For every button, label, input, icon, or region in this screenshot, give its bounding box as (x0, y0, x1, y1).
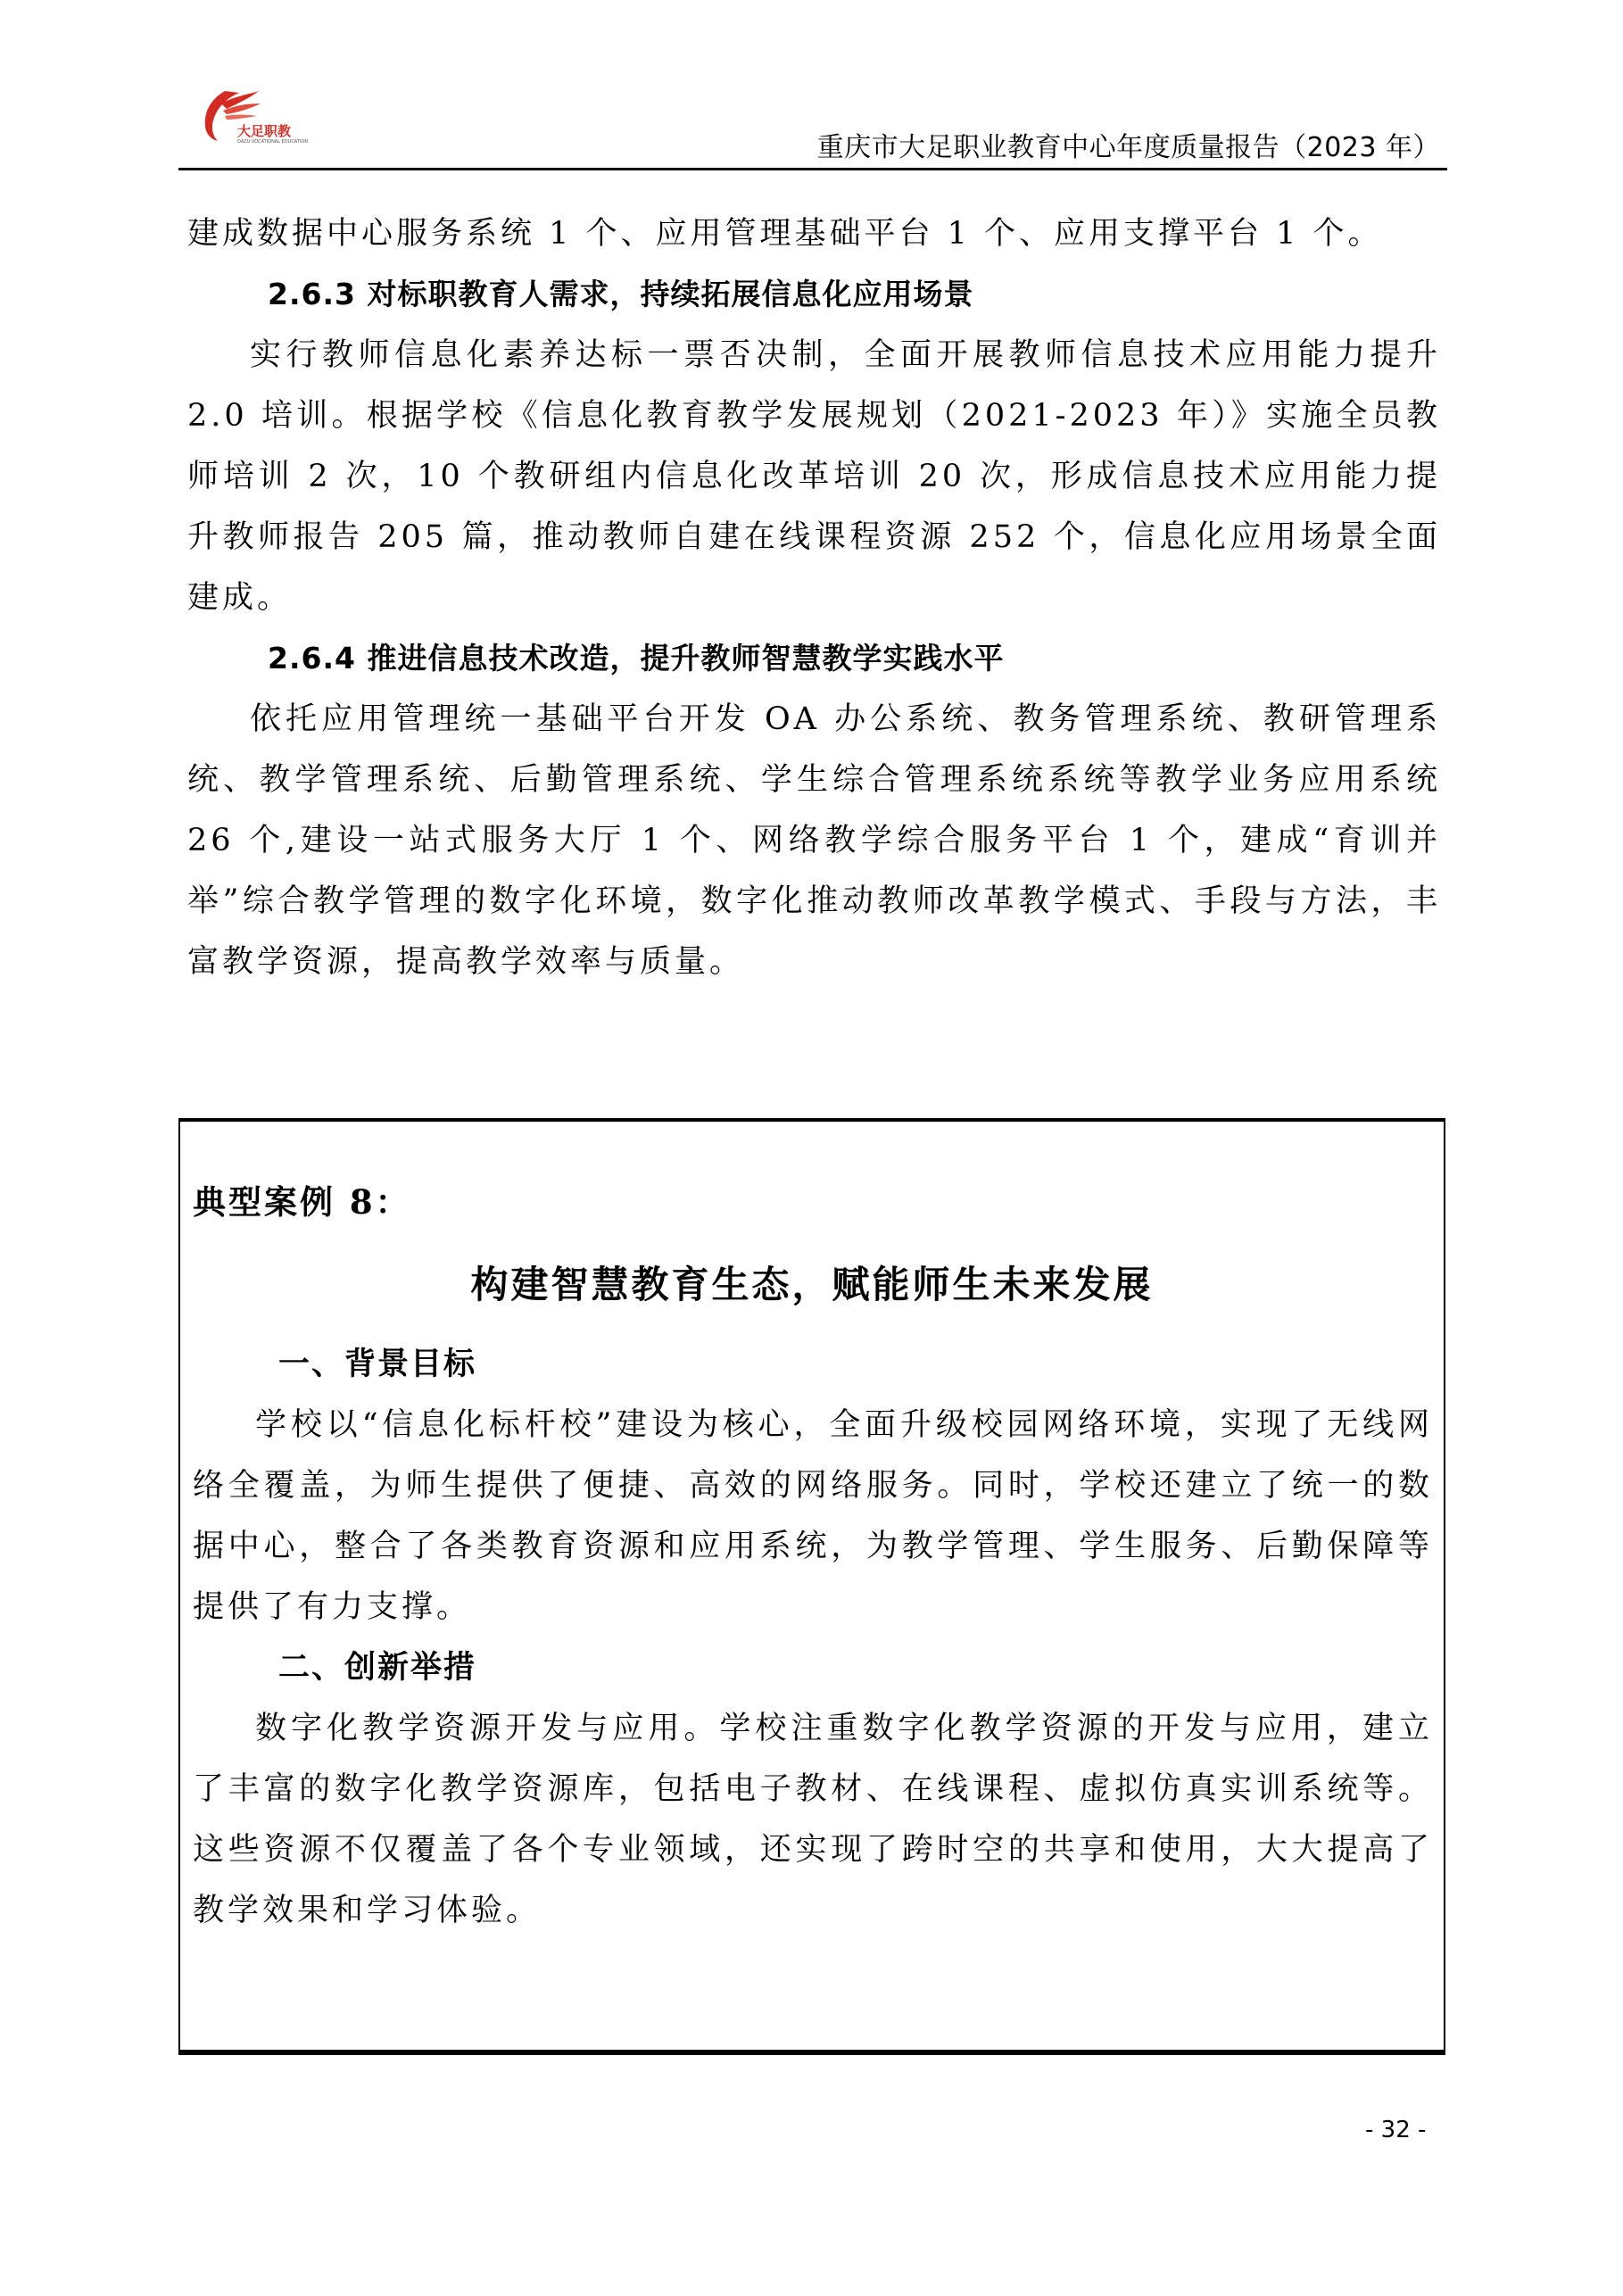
logo-text: 大足职教 (237, 123, 292, 139)
page-header (178, 71, 1447, 170)
case-study-body (193, 1334, 1433, 1941)
page-number: - 32 - (1365, 2117, 1427, 2143)
case-section-text-background: 学校以“信息化标杆校”建设为核心，全面升级校园网络环境，实现了无线网络全覆盖，为师生提供了便捷、高效的网络服务。同时，学校还建立了统一的数据中心，整合了各类教育资源和应用系统，为教学管理、学生服务、后勤保障等提供了有力支撑。 (193, 1407, 1433, 1625)
logo-subtext: DAZU VOCATIONAL EDUCATION (237, 139, 309, 145)
report-title: 重庆市大足职业教育中心年度质量报告（2023 年） (816, 132, 1440, 163)
paragraph-teacher-training: 实行教师信息化素养达标一票否决制，全面开展教师信息技术应用能力提升 2.0 培训。根据学校《信息化教育教学发展规划（2021-2023 年）》实施全员教师培训 2 次，10 个教研组内信息化改革培训 20 次，形成信息技术应用能力提升教师报告 205 篇，推动教师自建在线课程资源 252 个，信息化应用场景全面建成。 (187, 337, 1441, 616)
school-logo (195, 86, 309, 148)
section-heading-2-6-3: 2.6.3 对标职教育人需求，持续拓展信息化应用场景 (268, 277, 974, 311)
case-section-heading-innovation: 二、创新举措 (278, 1649, 477, 1686)
case-study-box (178, 1118, 1445, 2055)
paragraph-data-center: 建成数据中心服务系统 1 个、应用管理基础平台 1 个、应用支撑平台 1 个。 (187, 216, 1383, 252)
main-content (187, 203, 1441, 992)
case-study-title: 构建智慧教育生态，赋能师生未来发展 (470, 1263, 1154, 1306)
section-heading-2-6-4: 2.6.4 推进信息技术改造，提升教师智慧教学实践水平 (268, 641, 1005, 676)
paragraph-application-systems: 依托应用管理统一基础平台开发 OA 办公系统、教务管理系统、教研管理系统、教学管理系统、后勤管理系统、学生综合管理系统系统等教学业务应用系统 26 个,建设一站式服务大厅 1 个、网络教学综合服务平台 1 个，建成“育训并举”综合教学管理的数字化环境，数字化推动教师改革教学模式、手段与方法，丰富教学资源，提高教学效率与质量。 (187, 701, 1441, 980)
case-study-label: 典型案例 8： (193, 1182, 411, 1222)
case-section-heading-background: 一、背景目标 (278, 1346, 477, 1382)
case-section-text-innovation: 数字化教学资源开发与应用。学校注重数字化教学资源的开发与应用，建立了丰富的数字化教学资源库，包括电子教材、在线课程、虚拟仿真实训系统等。这些资源不仅覆盖了各个专业领域，还实现了跨时空的共享和使用，大大提高了教学效果和学习体验。 (193, 1711, 1433, 1928)
